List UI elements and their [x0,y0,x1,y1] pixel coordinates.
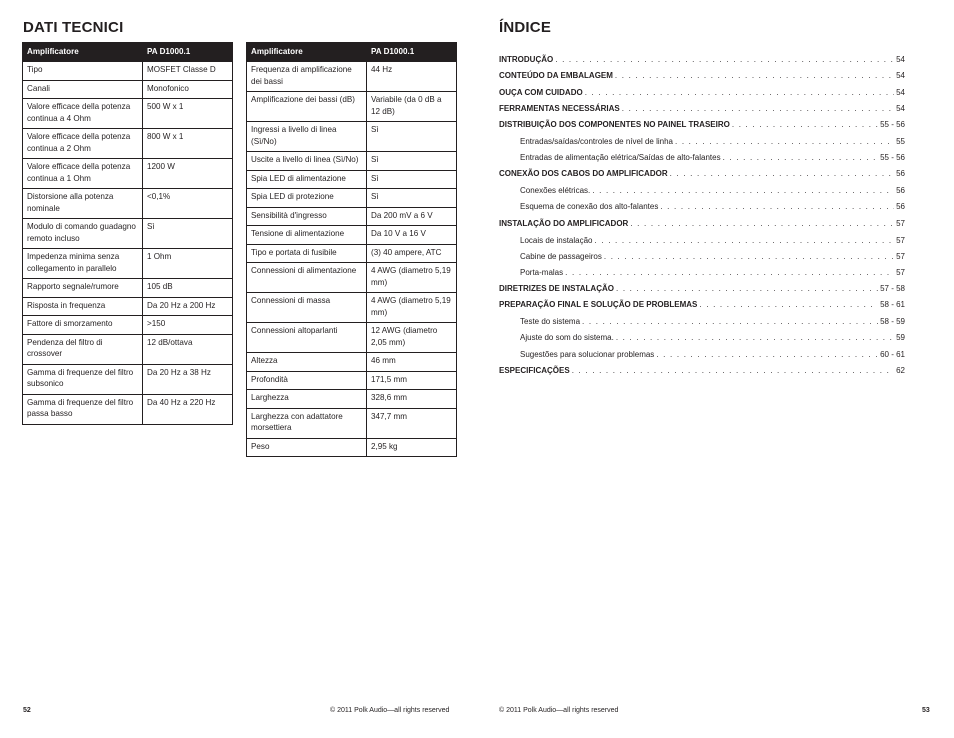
toc-dot-leader [723,152,879,164]
toc-entry-page: 57 - 58 [880,284,905,293]
toc-entry-page: 54 [896,104,905,113]
table-header-row [23,43,233,62]
toc-entry-title: FERRAMENTAS NECESSÁRIAS [499,104,620,113]
spec-label-cell: Fattore di smorzamento [23,316,143,335]
toc-entry-page: 60 - 61 [880,350,905,359]
toc-dot-leader [585,87,894,99]
table-row [23,297,233,316]
toc-entry-page: 57 [896,219,905,228]
toc-entry-title: Teste do sistema [520,317,581,326]
spec-label-cell: Impedenza minima senza collegamento in parallelo [23,249,143,279]
toc-entry [499,349,905,361]
toc-entry-title: Esquema de conexão dos alto-falantes [520,202,659,211]
toc-entry-title: Sugestões para solucionar problemas [520,350,655,359]
toc-dot-leader [630,218,894,230]
footer-copyright-right: © 2011 Polk Audio—all rights reserved [499,707,619,714]
toc-entry [499,283,905,295]
table-row [23,394,233,424]
table-row [247,390,457,409]
table-row [247,408,457,438]
spec-value-cell: Variabile (da 0 dB a 12 dB) [367,92,457,122]
footer-copyright-left: © 2011 Polk Audio—all rights reserved [330,707,450,714]
spec-label-cell: Tipo e portata di fusibile [247,244,367,263]
toc-entry [499,201,905,213]
spec-label-cell: Gamma di frequenze del filtro passa basso [23,394,143,424]
spec-label-cell: Modulo di comando guadagno remoto incluso [23,219,143,249]
table-row [23,189,233,219]
toc-dot-leader [670,168,894,180]
spec-label-cell: Canali [23,80,143,99]
toc-entry-title: Cabine de passageiros [520,252,602,261]
table-row [247,226,457,245]
toc-entry-page: 56 [896,202,905,211]
spec-label-cell: Amplificazione dei bassi (dB) [247,92,367,122]
spec-value-cell: (3) 40 ampere, ATC [367,244,457,263]
toc-entry-page: 55 - 56 [880,153,905,162]
toc-dot-leader [592,185,894,197]
spec-table-left [22,42,233,425]
toc-dot-leader [555,54,894,66]
toc-entry-page: 59 [896,333,905,342]
toc-entry-title: INTRODUÇÃO [499,55,554,64]
spec-value-cell: 4 AWG (diametro 5,19 mm) [367,263,457,293]
toc-entry [499,87,905,99]
table-row [23,334,233,364]
toc-dot-leader [565,267,894,279]
toc-entry-title: Ajuste do som do sistema. [520,333,614,342]
spec-value-cell: 500 W x 1 [143,99,233,129]
toc-entry [499,299,905,311]
toc-entry-page: 55 - 56 [880,120,905,129]
spec-value-cell: 1200 W [143,159,233,189]
table-row [247,371,457,390]
table-row [247,353,457,372]
toc-entry [499,251,905,263]
spec-label-cell: Risposta in frequenza [23,297,143,316]
table-row [23,249,233,279]
spec-label-cell: Gamma di frequenze del filtro subsonico [23,364,143,394]
spec-value-cell: MOSFET Classe D [143,62,233,81]
toc-entry-page: 57 [896,252,905,261]
spec-value-cell: 171,5 mm [367,371,457,390]
toc-dot-leader [699,299,878,311]
spec-label-cell: Connessioni di massa [247,293,367,323]
toc-dot-leader [622,103,894,115]
spec-label-cell: Ingressi a livello di linea (Sì/No) [247,122,367,152]
table-row [247,170,457,189]
table-row [247,263,457,293]
table-row [23,99,233,129]
toc-entry [499,235,905,247]
spec-value-cell: Monofonico [143,80,233,99]
toc-entry [499,152,905,164]
table-row [247,152,457,171]
spec-label-cell: Distorsione alla potenza nominale [23,189,143,219]
toc-entry [499,54,905,66]
toc-dot-leader [604,251,894,263]
column-header: PA D1000.1 [143,43,233,62]
toc-entry-title: Porta-malas [520,268,564,277]
spec-label-cell: Connessioni di alimentazione [247,263,367,293]
toc-entry [499,365,905,377]
spec-value-cell: >150 [143,316,233,335]
toc-entry [499,103,905,115]
spec-label-cell: Larghezza con adattatore morsettiera [247,408,367,438]
toc-entry [499,136,905,148]
toc-dot-leader [595,235,895,247]
spec-value-cell: Da 10 V a 16 V [367,226,457,245]
toc-entry-page: 54 [896,71,905,80]
spec-value-cell: Da 200 mV a 6 V [367,207,457,226]
column-header: PA D1000.1 [367,43,457,62]
table-row [23,316,233,335]
toc-entry-page: 56 [896,169,905,178]
toc-entry-page: 57 [896,268,905,277]
spec-label-cell: Tensione di alimentazione [247,226,367,245]
left-page-title: DATI TECNICI [23,19,124,36]
spec-label-cell: Valore efficace della potenza continua a 4 Ohm [23,99,143,129]
toc-entry [499,218,905,230]
spec-value-cell: 347,7 mm [367,408,457,438]
toc-entry-page: 57 [896,236,905,245]
spec-value-cell: 46 mm [367,353,457,372]
table-row [247,189,457,208]
spec-value-cell: Da 40 Hz a 220 Hz [143,394,233,424]
spec-value-cell: Sì [143,219,233,249]
table-header-row [247,43,457,62]
spec-label-cell: Spia LED di protezione [247,189,367,208]
table-row [23,159,233,189]
toc-entry-page: 54 [896,55,905,64]
toc-entry [499,332,905,344]
toc-entry-title: Conexões elétricas. [520,186,591,195]
spec-label-cell: Connessioni altoparlanti [247,323,367,353]
column-header: Amplificatore [23,43,143,62]
toc-entry [499,70,905,82]
spec-value-cell: 12 AWG (diametro 2,05 mm) [367,323,457,353]
spec-value-cell: 2,95 kg [367,438,457,457]
spec-value-cell: 800 W x 1 [143,129,233,159]
spec-value-cell: 4 AWG (diametro 5,19 mm) [367,293,457,323]
table-row [247,62,457,92]
spec-label-cell: Altezza [247,353,367,372]
toc-entry [499,316,905,328]
toc-dot-leader [582,316,878,328]
table-row [247,323,457,353]
toc-entry-title: PREPARAÇÃO FINAL E SOLUÇÃO DE PROBLEMAS [499,300,698,309]
toc-entry [499,267,905,279]
toc-dot-leader [616,332,894,344]
spec-value-cell: 328,6 mm [367,390,457,409]
toc-entry-title: INSTALAÇÃO DO AMPLIFICADOR [499,219,629,228]
table-row [247,438,457,457]
spec-label-cell: Frequenza di amplificazione dei bassi [247,62,367,92]
table-row [247,92,457,122]
spec-value-cell: 1 Ohm [143,249,233,279]
toc-dot-leader [660,201,894,213]
toc-entry [499,168,905,180]
toc-entry [499,185,905,197]
toc-entry-page: 56 [896,186,905,195]
spec-label-cell: Rapporto segnale/rumore [23,279,143,298]
toc-entry-title: DISTRIBUIÇÃO DOS COMPONENTES NO PAINEL TRASEIRO [499,120,730,129]
toc-dot-leader [572,365,894,377]
toc-dot-leader [615,70,894,82]
toc-entry-title: CONEXÃO DOS CABOS DO AMPLIFICADOR [499,169,668,178]
table-row [23,62,233,81]
toc-entry-title: Entradas/saídas/controles de nível de linha [520,137,673,146]
toc-entry [499,119,905,131]
toc-entry-title: OUÇA COM CUIDADO [499,88,583,97]
spec-value-cell: 105 dB [143,279,233,298]
toc-dot-leader [732,119,878,131]
toc-entry-page: 58 - 61 [880,300,905,309]
toc-entry-title: CONTEÚDO DA EMBALAGEM [499,71,613,80]
spec-label-cell: Peso [247,438,367,457]
table-row [247,122,457,152]
right-page-title: ÍNDICE [499,19,552,36]
spec-value-cell: Sì [367,152,457,171]
toc-entry-page: 58 - 59 [880,317,905,326]
toc-entry-title: ESPECIFICAÇÕES [499,366,570,375]
spec-label-cell: Pendenza del filtro di crossover [23,334,143,364]
table-row [23,80,233,99]
spec-label-cell: Valore efficace della potenza continua a 2 Ohm [23,129,143,159]
table-row [23,279,233,298]
spec-value-cell: Da 20 Hz a 38 Hz [143,364,233,394]
toc-entry-title: DIRETRIZES DE INSTALAÇÃO [499,284,614,293]
table-of-contents [499,54,905,384]
spec-value-cell: Sì [367,189,457,208]
spec-label-cell: Uscite a livello di linea (Sì/No) [247,152,367,171]
toc-dot-leader [675,136,894,148]
table-row [247,207,457,226]
toc-dot-leader [616,283,878,295]
toc-dot-leader [656,349,878,361]
spec-table-right [246,42,457,457]
spec-label-cell: Spia LED di alimentazione [247,170,367,189]
footer-page-number-left: 52 [23,707,31,714]
table-row [247,244,457,263]
spec-label-cell: Larghezza [247,390,367,409]
toc-entry-page: 62 [896,366,905,375]
spec-label-cell: Tipo [23,62,143,81]
spec-label-cell: Sensibilità d'ingresso [247,207,367,226]
spec-label-cell: Valore efficace della potenza continua a 1 Ohm [23,159,143,189]
spec-value-cell: <0,1% [143,189,233,219]
column-header: Amplificatore [247,43,367,62]
spec-value-cell: 44 Hz [367,62,457,92]
toc-entry-title: Entradas de alimentação elétrica/Saídas de alto-falantes [520,153,721,162]
footer-page-number-right: 53 [922,707,930,714]
toc-entry-title: Locais de instalação [520,236,593,245]
table-row [247,293,457,323]
table-row [23,219,233,249]
spec-value-cell: Da 20 Hz a 200 Hz [143,297,233,316]
spec-value-cell: Sì [367,122,457,152]
toc-entry-page: 55 [896,137,905,146]
spec-label-cell: Profondità [247,371,367,390]
toc-entry-page: 54 [896,88,905,97]
spec-value-cell: Sì [367,170,457,189]
table-row [23,129,233,159]
table-row [23,364,233,394]
spec-value-cell: 12 dB/ottava [143,334,233,364]
